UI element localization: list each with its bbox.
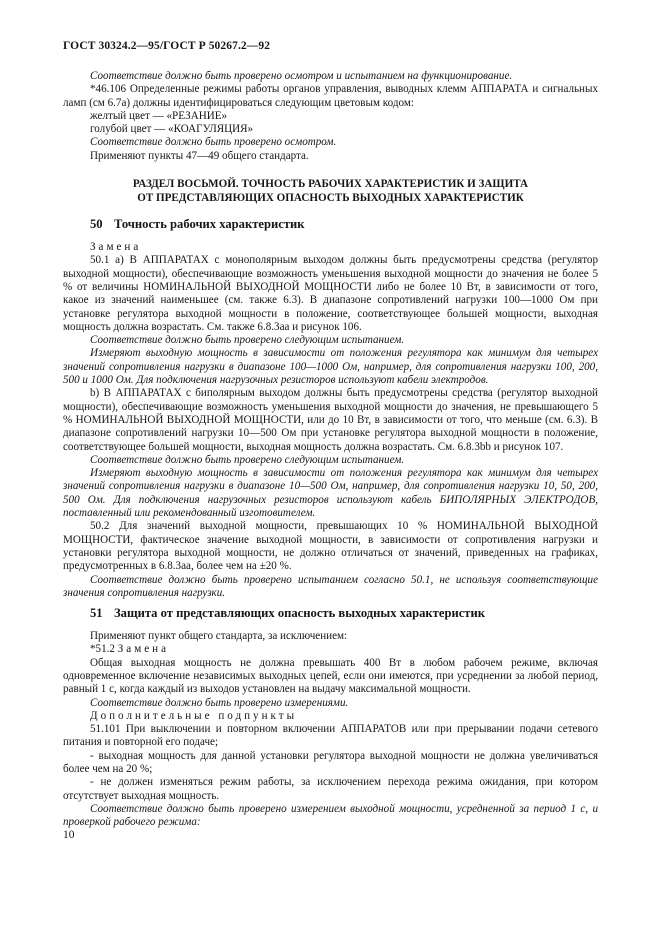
replacement-label: Замена	[90, 241, 142, 254]
page-header: ГОСТ 30324.2—95/ГОСТ Р 50267.2—92	[63, 40, 271, 52]
list-item: - выходная мощность для данной установки регулятора выходной мощности не должна увеличиваться более чем на 20 %;	[63, 749, 598, 776]
clause-number: 50	[90, 217, 103, 232]
paragraph-51-2: Общая выходная мощность не должна превышать 400 Вт в любом рабочем режиме, включая одновременное включение независимых выходных цепей, если они имеются, при усреднении за любой период, равный 1 с, когда каждый из выходов установлен на выдачу максимальной мощности.	[63, 656, 598, 696]
measurement-note: Измеряют выходную мощность в зависимости от положения регулятора как минимум для четырех значений сопротивления нагрузки в диапазоне 100—1000 Ом, например, для сопротивления нагрузки 100, 200, 500 и 1000 Ом. Для подключения нагрузочных резисторов используют кабели электродов.	[63, 347, 598, 387]
section-heading-line1: РАЗДЕЛ ВОСЬМОЙ. ТОЧНОСТЬ РАБОЧИХ ХАРАКТЕРИСТИК И ЗАЩИТА	[132, 178, 529, 191]
page-number: 10	[63, 829, 75, 841]
compliance-note: Соответствие должно быть проверено следующим испытанием.	[90, 334, 405, 347]
paragraph-50-2: 50.2 Для значений выходной мощности, превышающих 10 % НОМИНАЛЬНОЙ ВЫХОДНОЙ МОЩНОСТИ, фактическое значение выходной мощности, в зависимости от сопротивления нагрузки и установки регулятора выходной мощности, не должно отличаться от значений, приведенных на графиках, предусмотренных в 6.8.3аа, более чем на ±20 %.	[63, 520, 598, 573]
paragraph-51-101: 51.101 При выключении и повторном включении АППАРАТОВ или при прерывании подачи сетевого питания и повторной его подаче;	[63, 723, 598, 749]
compliance-note: Соответствие должно быть проверено осмотром.	[90, 136, 337, 149]
clause-title: Точность рабочих характеристик	[114, 217, 305, 232]
measurement-note: Измеряют выходную мощность в зависимости от положения регулятора как минимум для четырех значений сопротивления нагрузки в диапазоне 10—500 Ом, например, для сопротивления нагрузки 10, 50, 200, 500 Ом. Для подключения нагрузочных резисторов используют кабель БИПОЛЯРНЫХ ЭЛЕКТРОДОВ, поставленный или рекомендованный изготовителем.	[63, 467, 598, 520]
section-heading	[63, 177, 598, 205]
replacement-line	[63, 643, 598, 656]
paragraph-apply: Применяют пункт общего стандарта, за исключением:	[90, 630, 348, 643]
clause-51-heading	[63, 606, 598, 621]
compliance-note: Соответствие должно быть проверено следующим испытанием.	[90, 453, 405, 466]
additional-subclauses-label: Дополнительные подпункты	[90, 709, 298, 722]
paragraph-50-1a: 50.1 а) В АППАРАТАХ с монополярным выходом должны быть предусмотрены средства (регулятор выходной мощности), обеспечивающие возможность уменьшения выходной мощности до значения не более 5 % от величины НОМИНАЛЬНОЙ ВЫХОДНОЙ МОЩНОСТИ либо не более 10 Вт, в зависимости от того, какое из значений наименьшее (см. также 6.3). В диапазоне сопротивлений нагрузки 100—1000 Ом при установке регулятора выходной мощности в положение, соответствующее большей мощности, выходная мощность должна возрастать. См. также 6.8.3аа и рисунок 106.	[63, 254, 598, 333]
paragraph-apply-47-49: Применяют пункты 47—49 общего стандарта.	[90, 149, 309, 162]
clause-number: 51	[90, 606, 103, 621]
compliance-note: Соответствие должно быть проверено измерениями.	[90, 696, 349, 709]
clause-title: Защита от представляющих опасность выходных характеристик	[114, 606, 486, 621]
color-code-blue: голубой цвет — «КОАГУЛЯЦИЯ»	[90, 123, 254, 136]
compliance-note: Соответствие должно быть проверено осмотром и испытанием на функционирование.	[90, 70, 513, 82]
paragraph-51-2-label: *51.2	[90, 643, 115, 656]
color-code-yellow: желтый цвет — «РЕЗАНИЕ»	[90, 109, 228, 122]
replacement-label: Замена	[117, 643, 170, 656]
list-item: - не должен изменяться режим работы, за исключением перехода режима ожидания, при котором отсутствует выходная мощность.	[63, 776, 598, 802]
compliance-note: Соответствие должно быть проверено испытанием согласно 50.1, не используя соответствующие значения сопротивления нагрузки.	[63, 573, 598, 599]
clause-50-heading	[63, 217, 598, 232]
compliance-note: Соответствие должно быть проверено измерением выходной мощности, усредненной за период 1 с, и проверкой рабочего режима:	[63, 802, 598, 829]
section-heading-line2: ОТ ПРЕДСТАВЛЯЮЩИХ ОПАСНОСТЬ ВЫХОДНЫХ ХАРАКТЕРИСТИК	[137, 192, 524, 205]
paragraph-46-106: *46.106 Определенные режимы работы органов управления, выводных клемм АППАРАТА и сигнальных ламп (см 6.7а) должны идентифицироваться следующим цветовым кодом:	[63, 83, 598, 109]
page-content	[63, 70, 598, 830]
paragraph-50-1b: b) В АППАРАТАХ с биполярным выходом должны быть предусмотрены средства (регулятор выходной мощности), обеспечивающие возможность уменьшения выходной мощности до значения, не превышающего 5 % НОМИНАЛЬНОЙ ВЫХОДНОЙ МОЩНОСТИ, или до 10 Вт, в зависимости от того, что меньше (см. 6.3). В диапазоне сопротивлений нагрузки 10—500 Ом при установке регулятора выходной мощности в положение, соответствующее большей мощности, выходная мощность должна возрастать. См. 6.8.3bb и рисунок 107.	[63, 387, 598, 453]
